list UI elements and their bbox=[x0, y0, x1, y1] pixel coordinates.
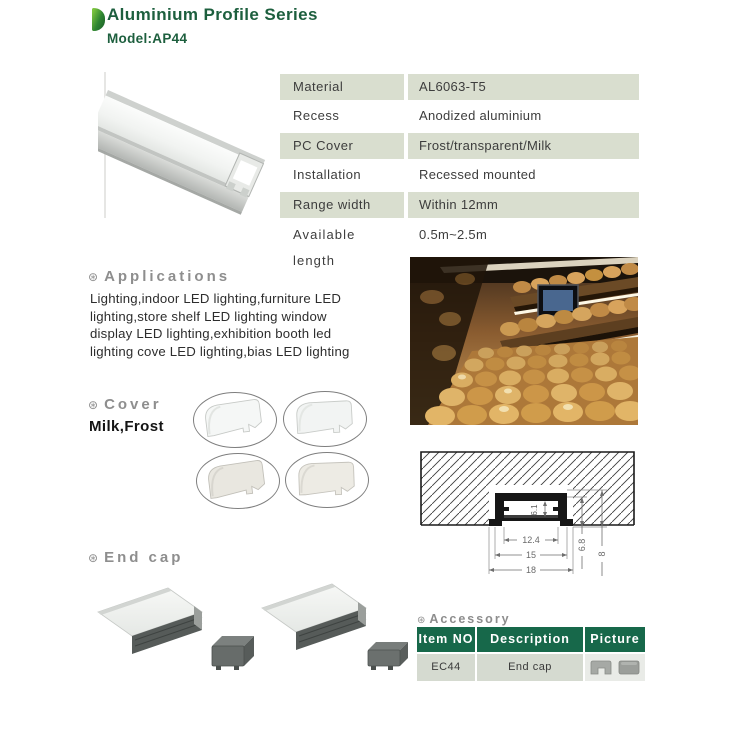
accessory-heading-label: Accessory bbox=[429, 612, 511, 626]
column-header-description: Description bbox=[477, 627, 583, 652]
cover-image-milk-2 bbox=[284, 451, 370, 509]
spec-label: PC Cover bbox=[280, 133, 404, 159]
table-row bbox=[280, 162, 639, 188]
column-header-picture: Picture bbox=[585, 627, 645, 652]
cover-heading bbox=[88, 396, 162, 413]
dim-label-inner-height: 6.1 bbox=[530, 504, 539, 516]
profile-with-endcap-2 bbox=[262, 584, 366, 650]
dim-label-recess-depth: 6.8 bbox=[577, 538, 587, 552]
accessory-table bbox=[417, 627, 645, 681]
shelf-monitor bbox=[538, 285, 578, 316]
spec-label: Available length bbox=[293, 227, 356, 268]
section-bullet-icon: ⊛ bbox=[88, 270, 99, 284]
accessory-item-no: EC44 bbox=[417, 654, 475, 681]
accessory-picture-cell bbox=[585, 654, 645, 681]
applications-body-text: Lighting,indoor LED lighting,furniture LED lighting,store shelf LED lighting window display LED lighting,exhibition booth led lighting cove LED lighting,bias LED lighting bbox=[90, 291, 350, 359]
product-photo-aluminium-profile bbox=[98, 66, 276, 232]
applications-heading bbox=[88, 268, 230, 285]
accessory-heading bbox=[417, 610, 511, 628]
cover-image-milk-1 bbox=[195, 452, 281, 510]
cover-types-label: Milk,Frost bbox=[89, 418, 164, 435]
table-row bbox=[280, 103, 639, 129]
accessory-table-header bbox=[417, 627, 645, 652]
section-bullet-icon: ⊛ bbox=[88, 551, 99, 565]
end-cap-piece-2 bbox=[368, 642, 408, 670]
spec-value: 0.5m~2.5m bbox=[419, 227, 488, 242]
spec-value: Within 12mm bbox=[408, 192, 639, 218]
table-row bbox=[280, 74, 639, 100]
spec-value: AL6063-T5 bbox=[408, 74, 639, 100]
spec-label: Material bbox=[280, 74, 404, 100]
end-cap-notched-icon bbox=[589, 659, 613, 676]
end-cap-piece-1 bbox=[212, 636, 254, 670]
dim-label-inner-width: 12.4 bbox=[522, 535, 540, 545]
table-row bbox=[280, 192, 639, 218]
spec-label: Range width bbox=[280, 192, 404, 218]
spec-value: Frost/transparent/Milk bbox=[408, 133, 639, 159]
spec-label: Installation bbox=[293, 167, 362, 182]
column-header-item-no: Item NO bbox=[417, 627, 475, 652]
application-photo-led-shelf-lighting bbox=[410, 257, 638, 425]
spec-label: Recess bbox=[293, 108, 340, 123]
table-row bbox=[280, 222, 639, 268]
section-bullet-icon: ⊛ bbox=[88, 398, 99, 412]
cover-heading-label: Cover bbox=[104, 396, 162, 413]
profile-with-endcap-1 bbox=[98, 588, 202, 654]
spec-value: Recessed mounted bbox=[419, 167, 536, 182]
table-row bbox=[417, 654, 645, 681]
spec-table bbox=[280, 74, 639, 268]
cross-section-drawing bbox=[405, 441, 645, 591]
dim-label-total-height: 8 bbox=[597, 551, 607, 557]
model-label: Model:AP44 bbox=[107, 31, 188, 46]
end-cap-solid-icon bbox=[617, 659, 641, 676]
spec-value: Anodized aluminium bbox=[419, 108, 542, 123]
end-cap-heading bbox=[88, 549, 183, 566]
section-bullet-icon: ⊛ bbox=[417, 615, 426, 626]
dim-label-body-width: 15 bbox=[525, 550, 537, 560]
green-leaf-icon bbox=[92, 8, 105, 31]
end-cap-heading-label: End cap bbox=[104, 549, 184, 566]
accessory-description: End cap bbox=[477, 654, 583, 681]
page-title: Aluminium Profile Series bbox=[107, 5, 318, 24]
table-row bbox=[280, 133, 639, 159]
cover-image-frost-1 bbox=[192, 391, 278, 449]
end-cap-images bbox=[90, 572, 425, 700]
applications-heading-label: Applications bbox=[104, 268, 231, 285]
dim-label-flange-width: 18 bbox=[525, 565, 537, 575]
cover-images-grid bbox=[192, 389, 372, 513]
cover-image-frost-2 bbox=[282, 390, 368, 448]
